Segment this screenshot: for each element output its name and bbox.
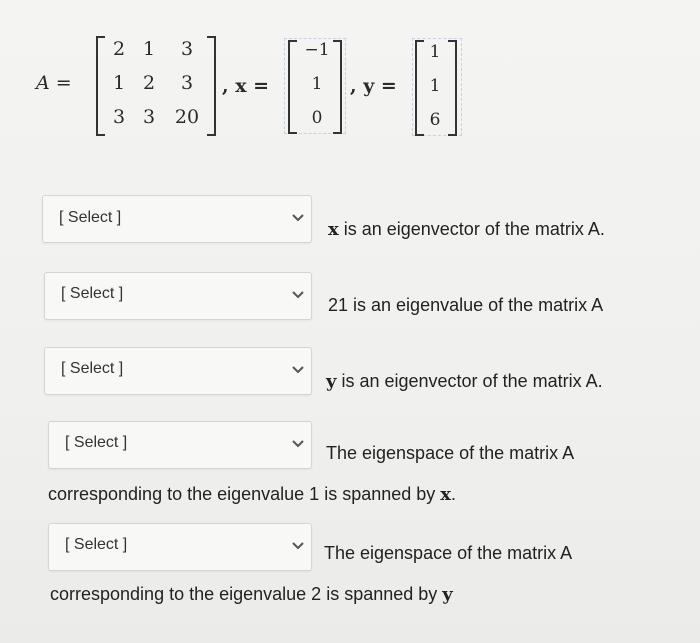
- answer-select-1[interactable]: [42, 195, 312, 243]
- question-3-text: y is an eigenvector of the matrix A.: [326, 371, 603, 392]
- select-placeholder: [ Select ]: [61, 360, 124, 377]
- matrix-a-cell: 3: [180, 38, 194, 60]
- chevron-down-icon: [291, 289, 305, 301]
- select-placeholder: [ Select ]: [59, 209, 122, 226]
- vector-x-cell: 0: [311, 108, 323, 128]
- vector-x-cell: 1: [311, 74, 323, 94]
- vector-y-cell: 1: [429, 42, 441, 62]
- vector-y-cell: 1: [429, 76, 441, 96]
- select-placeholder: [ Select ]: [65, 536, 128, 553]
- matrix-a-cell: 2: [112, 38, 126, 60]
- matrix-a-cell: 3: [180, 72, 194, 94]
- vector-x-left-bracket: [288, 40, 297, 134]
- answer-select-2[interactable]: [44, 272, 312, 320]
- matrix-equation: [0, 30, 700, 140]
- matrix-a-cell: 1: [142, 38, 156, 60]
- question-5-text-line1: The eigenspace of the matrix A: [324, 543, 573, 563]
- matrix-a-right-bracket: [207, 36, 216, 136]
- question-2-text: 21 is an eigenvalue of the matrix A: [328, 295, 604, 315]
- vector-y-label: , y =: [350, 75, 397, 97]
- chevron-down-icon: [291, 212, 305, 224]
- chevron-down-icon: [291, 540, 305, 552]
- matrix-a-cell: 3: [112, 106, 126, 128]
- matrix-a-label: A =: [36, 72, 72, 94]
- matrix-a-cell: 2: [142, 72, 156, 94]
- select-placeholder: [ Select ]: [65, 434, 128, 451]
- select-placeholder: [ Select ]: [61, 285, 124, 302]
- chevron-down-icon: [291, 438, 305, 450]
- question-5-text-line2: corresponding to the eigenvalue 2 is spanned by y: [50, 584, 453, 605]
- vector-x-right-bracket: [333, 40, 342, 134]
- question-4-text-line1: The eigenspace of the matrix A: [326, 443, 575, 463]
- matrix-a-cell: 1: [112, 72, 126, 94]
- answer-select-5[interactable]: [48, 523, 312, 571]
- vector-y-cell: 6: [429, 110, 441, 130]
- question-1-text: x is an eigenvector of the matrix A.: [328, 219, 605, 240]
- answer-select-3[interactable]: [44, 347, 312, 395]
- chevron-down-icon: [291, 364, 305, 376]
- vector-x-cell: −1: [304, 40, 330, 60]
- question-4-text-line2: corresponding to the eigenvalue 1 is spanned by x.: [48, 484, 457, 505]
- answer-select-4[interactable]: [48, 421, 312, 469]
- matrix-a-cell: 3: [142, 106, 156, 128]
- matrix-a-cell: 20: [174, 106, 200, 128]
- vector-x-label: , x =: [222, 75, 270, 97]
